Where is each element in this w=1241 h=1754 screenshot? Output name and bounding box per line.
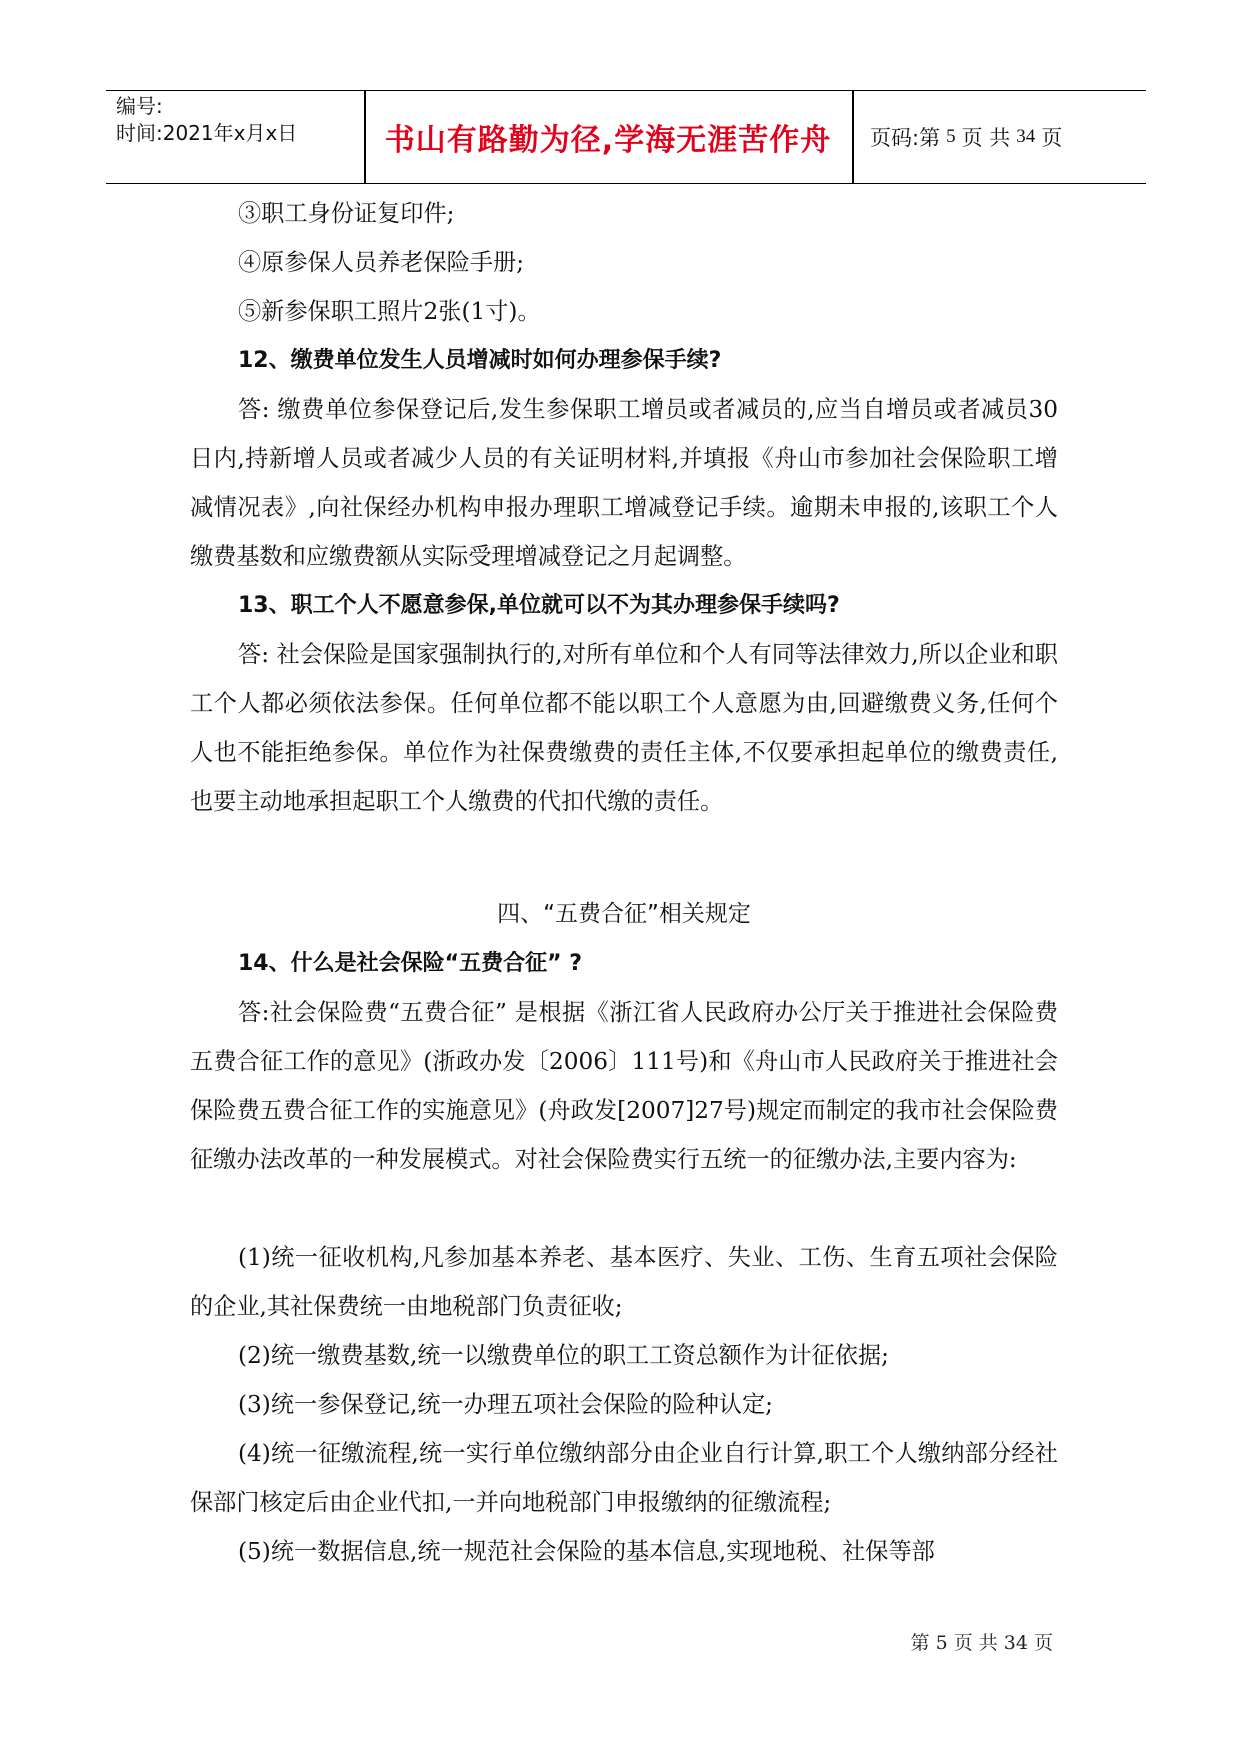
document-time-label: 时间:2021年x月x日: [116, 121, 298, 145]
answer-paragraph: 答: 社会保险是国家强制执行的,对所有单位和个人有同等法律效力,所以企业和职工个人都必须依法参保。任何单位都不能以职工个人意愿为由,回避缴费义务,任何个人也不能拒绝参保。单位作为社保费缴费的责任主体,不仅要承担起单位的缴费责任,也要主动地承担起职工个人缴费的代扣代缴的责任。: [190, 641, 1058, 815]
page-header: [106, 90, 1146, 184]
page-label-suffix: 页: [1041, 126, 1063, 150]
page-label-prefix: 页码:第: [870, 126, 941, 150]
list-item: (1)统一征收机构,凡参加基本养老、基本医疗、失业、工伤、生育五项社会保险的企业,其社保费统一由地税部门负责征收;: [190, 1244, 1058, 1320]
section-title: 四、“五费合征”相关规定: [497, 901, 751, 927]
list-item: (3)统一参保登记,统一办理五项社会保险的险种认定;: [238, 1391, 773, 1418]
list-item: (5)统一数据信息,统一规范社会保险的基本信息,实现地税、社保等部: [238, 1538, 935, 1565]
answer-paragraph: 答:社会保险费“五费合征” 是根据《浙江省人民政府办公厅关于推进社会保险费五费合征工作的意见》(浙政办发〔2006〕111号)和《舟山市人民政府关于推进社会保险费五费合征工作的实施意见》(舟政发[2007]27号)规定而制定的我市社会保险费征缴办法改革的一种发展模式。对社会保险费实行五统一的征缴办法,主要内容为:: [190, 999, 1058, 1173]
question-heading: 13、职工个人不愿意参保,单位就可以不为其办理参保手续吗?: [238, 593, 840, 618]
header-divider: [852, 91, 854, 183]
header-page-number: [870, 91, 1062, 183]
list-item: ⑤新参保职工照片2张(1寸)。: [238, 298, 541, 325]
header-motto: 书山有路勤为径,学海无涯苦作舟: [384, 123, 832, 158]
list-item: (2)统一缴费基数,统一以缴费单位的职工工资总额作为计征依据;: [238, 1342, 889, 1369]
page-current: 5: [946, 126, 956, 147]
header-divider: [364, 91, 366, 183]
list-item: ③职工身份证复印件;: [238, 200, 455, 227]
page-label-mid: 页 共: [961, 126, 1011, 150]
page-total: 34: [1016, 126, 1036, 147]
list-item: ④原参保人员养老保险手册;: [238, 249, 525, 276]
document-number-label: 编号:: [116, 94, 163, 118]
header-meta: [116, 93, 366, 147]
page-footer: 第 5 页 共 34 页: [910, 1632, 1053, 1654]
answer-paragraph: 答: 缴费单位参保登记后,发生参保职工增员或者减员的,应当自增员或者减员30日内,持新增人员或者减少人员的有关证明材料,并填报《舟山市参加社会保险职工增减情况表》,向社保经办机构申报办理职工增减登记手续。逾期未申报的,该职工个人缴费基数和应缴费额从实际受理增减登记之月起调整。: [190, 396, 1058, 570]
question-heading: 12、缴费单位发生人员增减时如何办理参保手续?: [238, 348, 722, 373]
list-item: (4)统一征缴流程,统一实行单位缴纳部分由企业自行计算,职工个人缴纳部分经社保部门核定后由企业代扣,一并向地税部门申报缴纳的征缴流程;: [190, 1440, 1058, 1516]
question-heading: 14、什么是社会保险“五费合征” ?: [238, 951, 582, 976]
